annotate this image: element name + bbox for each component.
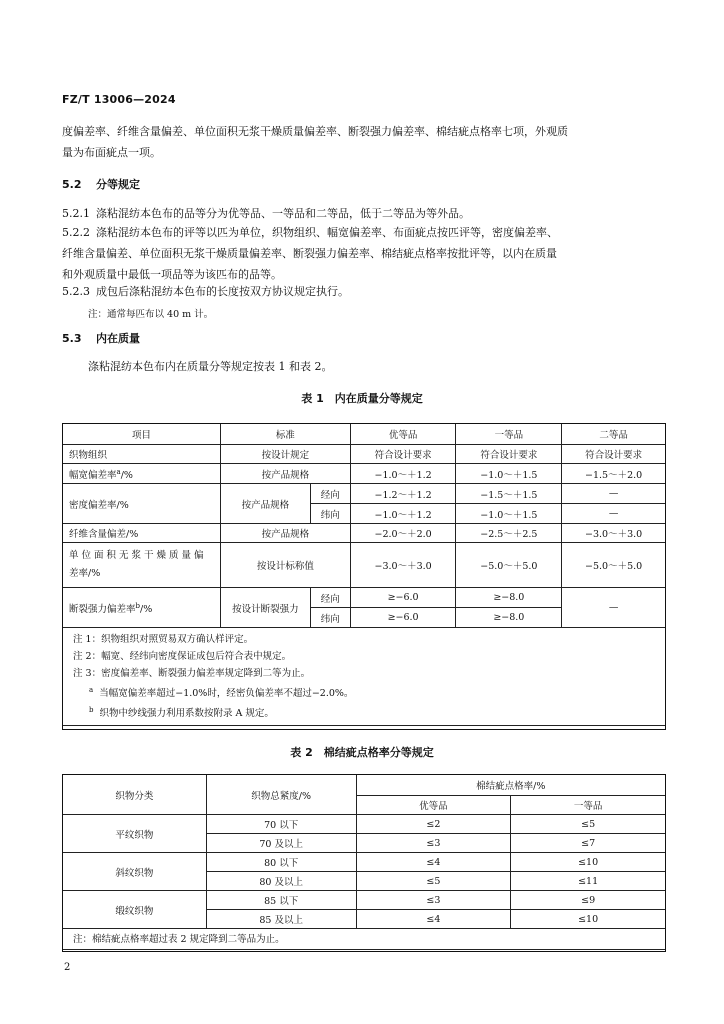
cell-value: ≤4	[356, 853, 511, 872]
cell-class: 斜纹织物	[63, 853, 207, 891]
cell-class: 缎纹织物	[63, 891, 207, 929]
cell-value: 符合设计要求	[456, 445, 562, 464]
table-row	[63, 588, 666, 608]
cell-standard: 按设计规定	[220, 445, 350, 464]
cell-tightness: 70 以下	[206, 815, 356, 834]
cell-value: −1.0～＋1.2	[350, 504, 456, 524]
table-note: 注 2：幅宽、经纬向密度保证成包后符合表中规定。	[73, 651, 292, 662]
clause-5-2-1	[62, 205, 470, 223]
cell-value: −2.0～＋2.0	[350, 524, 456, 543]
cell-value: −3.0～＋3.0	[562, 524, 666, 543]
item-unit: /%	[140, 603, 153, 615]
clause-number: 5.2.2	[62, 226, 90, 239]
header-first-grade: 一等品	[511, 796, 666, 815]
cell-standard: 按产品规格	[220, 464, 350, 484]
item-text: 单位面积无浆干燥质量偏	[69, 550, 207, 561]
cell-item	[63, 464, 221, 484]
table-note: 注 1：织物组织对照贸易双方确认样评定。	[73, 634, 254, 645]
cell-value: 符合设计要求	[350, 445, 456, 464]
clause-text: 纤维含量偏差、单位面积无浆干燥质量偏差率、断裂强力偏差率、棉结疵点格率按批评等，以内在质量	[62, 247, 557, 260]
cell-item: 纤维含量偏差/%	[63, 524, 221, 543]
table-notes	[63, 628, 666, 726]
clause-5-2-3	[62, 283, 349, 301]
cell-value: —	[562, 484, 666, 504]
section-5-3-heading	[62, 330, 140, 348]
section-5-3-text: 涤粘混纺本色布内在质量分等规定按表 1 和表 2。	[88, 360, 333, 373]
table-header-row	[63, 424, 666, 445]
quality-grading-table	[62, 423, 666, 726]
footnote-text: 织物中纱线强力利用系数按附录 A 规定。	[99, 708, 274, 720]
header-standard: 标准	[220, 424, 350, 445]
section-number: 5.2	[62, 178, 82, 191]
standard-number: FZ/T 13006—2024	[62, 93, 176, 106]
section-title: 分等规定	[96, 178, 140, 191]
cell-value: ≤10	[511, 910, 666, 929]
table-row	[63, 891, 666, 910]
intro-line: 量为布面疵点一项。	[62, 146, 161, 159]
header-first-grade: 一等品	[456, 424, 562, 445]
cell-value: −2.5～＋2.5	[456, 524, 562, 543]
section-number: 5.3	[62, 332, 82, 345]
cell-value: ≤10	[511, 853, 666, 872]
cell-value: ≥−6.0	[350, 608, 456, 628]
cell-value: −5.0～＋5.0	[562, 543, 666, 588]
table-row	[63, 815, 666, 834]
cell-value: —	[562, 588, 666, 628]
neps-grading-table	[62, 774, 666, 950]
table-notes-row	[63, 628, 666, 726]
cell-standard: 按设计断裂强力	[220, 588, 310, 628]
section-title: 内在质量	[96, 332, 140, 345]
header-item: 项目	[63, 424, 221, 445]
cell-value: —	[562, 504, 666, 524]
cell-value: ≥−8.0	[456, 608, 562, 628]
cell-direction: 纬向	[310, 608, 350, 628]
cell-direction: 经向	[310, 484, 350, 504]
table-footnote	[73, 682, 663, 702]
table1-caption: 表 1 内在质量分等规定	[301, 392, 423, 405]
cell-class: 平纹织物	[63, 815, 207, 853]
cell-value: −1.0～＋1.2	[350, 464, 456, 484]
cell-value: ≤4	[356, 910, 511, 929]
table-row	[63, 853, 666, 872]
cell-value: −1.5～＋2.0	[562, 464, 666, 484]
table-row	[63, 445, 666, 464]
header-top-grade: 优等品	[350, 424, 456, 445]
clause-text: 成包后涤粘混纺本色布的长度按双方协议规定执行。	[96, 285, 349, 298]
cell-value: 符合设计要求	[562, 445, 666, 464]
cell-value: ≤11	[511, 872, 666, 891]
cell-value: −1.0～＋1.5	[456, 464, 562, 484]
section-5-2-heading	[62, 176, 140, 194]
cell-tightness: 80 以下	[206, 853, 356, 872]
item-text: 幅宽偏差率	[69, 469, 117, 481]
cell-value: ≥−6.0	[350, 588, 456, 608]
header-second-grade: 二等品	[562, 424, 666, 445]
clause-5-2-2	[62, 222, 558, 285]
cell-value: −1.0～＋1.5	[456, 504, 562, 524]
page-number: 2	[64, 962, 71, 973]
table-row	[63, 543, 666, 588]
cell-value: −3.0～＋3.0	[350, 543, 456, 588]
length-note: 注：通常每匹布以 40 m 计。	[88, 309, 214, 320]
cell-tightness: 85 及以上	[206, 910, 356, 929]
cell-value: −5.0～＋5.0	[456, 543, 562, 588]
clause-number: 5.2.1	[62, 207, 90, 220]
cell-value: ≤3	[356, 891, 511, 910]
header-tightness: 织物总紧度/%	[206, 775, 356, 815]
table-note: 注：棉结疵点格率超过表 2 规定降到二等品为止。	[63, 929, 666, 950]
footnote-mark: a	[116, 467, 121, 476]
footnote-mark: b	[89, 706, 94, 715]
cell-standard: 按设计标称值	[220, 543, 350, 588]
header-top-grade: 优等品	[356, 796, 511, 815]
cell-value: ≥−8.0	[456, 588, 562, 608]
cell-value: ≤9	[511, 891, 666, 910]
intro-line: 度偏差率、纤维含量偏差、单位面积无浆干燥质量偏差率、断裂强力偏差率、棉结疵点格率七项，外观质	[62, 125, 568, 138]
table-header-row	[63, 775, 666, 796]
cell-standard: 按产品规格	[220, 484, 310, 524]
table-row	[63, 464, 666, 484]
cell-value: −1.5～＋1.5	[456, 484, 562, 504]
item-unit: /%	[120, 469, 133, 481]
cell-tightness: 80 及以上	[206, 872, 356, 891]
clause-text: 涤粘混纺本色布的品等分为优等品、一等品和二等品，低于二等品为等外品。	[96, 207, 470, 220]
item-text: 差率/%	[69, 568, 101, 579]
footnote-text: 当幅宽偏差率超过−1.0%时，经密负偏差率不超过−2.0%。	[99, 688, 354, 700]
table-footnote	[73, 702, 663, 722]
cell-item: 织物组织	[63, 445, 221, 464]
cell-tightness: 70 及以上	[206, 834, 356, 853]
cell-item	[63, 543, 221, 588]
cell-value: ≤7	[511, 834, 666, 853]
cell-item	[63, 588, 221, 628]
table-note: 注 3：密度偏差率、断裂强力偏差率规定降到二等为止。	[73, 668, 311, 679]
intro-paragraph	[62, 121, 568, 163]
table-notes-row	[63, 929, 666, 950]
table-row	[63, 524, 666, 543]
cell-tightness: 85 以下	[206, 891, 356, 910]
clause-text: 涤粘混纺本色布的评等以匹为单位，织物组织、幅宽偏差率、布面疵点按匹评等，密度偏差率、	[96, 226, 558, 239]
header-class: 织物分类	[63, 775, 207, 815]
footnote-mark: a	[89, 686, 94, 694]
cell-value: ≤2	[356, 815, 511, 834]
header-rate: 棉结疵点格率/%	[356, 775, 665, 796]
clause-number: 5.2.3	[62, 285, 90, 298]
table-row	[63, 484, 666, 504]
cell-value: ≤3	[356, 834, 511, 853]
table2-caption: 表 2 棉结疵点格率分等规定	[290, 746, 434, 759]
cell-value: ≤5	[356, 872, 511, 891]
cell-direction: 经向	[310, 588, 350, 608]
cell-standard: 按产品规格	[220, 524, 350, 543]
cell-direction: 纬向	[310, 504, 350, 524]
cell-value: −1.2～＋1.2	[350, 484, 456, 504]
item-text: 断裂强力偏差率	[69, 603, 136, 615]
footnote-mark: b	[135, 601, 140, 610]
cell-value: ≤5	[511, 815, 666, 834]
cell-item: 密度偏差率/%	[63, 484, 221, 524]
clause-text: 和外观质量中最低一项品等为该匹布的品等。	[62, 268, 282, 281]
